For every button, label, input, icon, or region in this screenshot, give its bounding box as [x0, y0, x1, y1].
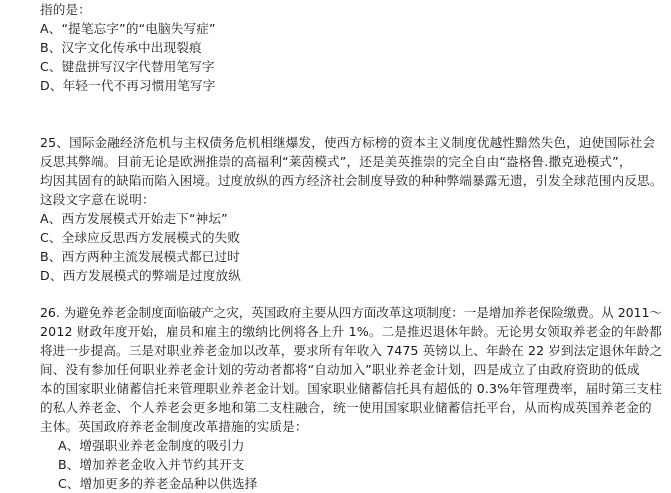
question-25-option-a: A、西方发展模式开始走下“神坛” [40, 211, 228, 226]
question-26-text-line: 间、没有参加任何职业养老金计划的劳动者都将“自动加入”职业养老金计划，四是成立了由政府资助的低成 [40, 362, 640, 377]
question-26-text-line: 的私人养老金、个人养老会更多地和第二支柱融合，统一使用国家职业储蓄信托平台，从而构成英国养老金的 [40, 400, 652, 415]
question-24-option-d: D、年轻一代不再习惯用笔写字 [40, 78, 216, 93]
question-26-prompt: 主体。英国政府养老金制度改革措施的实质是： [40, 419, 308, 434]
question-26-text-line: 2012 财政年度开始，雇员和雇主的缴纳比例将各上升 1%。二是推迟退休年龄。无论男女领取养老金的年龄都 [40, 324, 662, 339]
question-25-prompt: 这段文字意在说明： [40, 192, 155, 207]
question-26-option-b: B、增加养老金收入并节约其开支 [58, 457, 245, 472]
question-26-text-line: 本的国家职业储蓄信托来管理职业养老金计划。国家职业储蓄信托具有超低的 0.3%年管理费率，届时第三支柱 [40, 381, 662, 396]
question-26-option-c: C、增加更多的养老金品种以供选择 [58, 476, 258, 491]
question-26-option-a: A、增强职业养老金制度的吸引力 [58, 438, 245, 453]
question-25-text-line: 25、国际金融经济危机与主权债务危机相继爆发，使西方标榜的资本主义制度优越性黯然失色，迫使国际社会 [40, 135, 656, 150]
question-25-option-b: B、西方两种主流发展模式都已过时 [40, 249, 240, 264]
question-26-text-line: 26. 为避免养老金制度面临破产之灾，英国政府主要从四方面改革这项制度：一是增加养老保险缴费。从 2011～ [40, 305, 662, 320]
question-24-option-c: C、键盘拼写汉字代替用笔写字 [40, 59, 215, 74]
question-24-option-a: A、“提笔忘字”的“电脑失写症” [40, 21, 216, 36]
question-24-intro: 指的是： [40, 2, 91, 17]
question-26-text-line: 将进一步提高。三是对职业养老金加以改革，要求所有年收入 7475 英镑以上、年龄在 22 岁到法定退休年龄之 [40, 343, 663, 358]
question-25-option-d: D、西方发展模式的弊端是过度放纵 [40, 268, 242, 283]
question-25-text-line: 均因其固有的缺陷而陷入困境。过度放纵的西方经济社会制度导致的种种弊端暴露无遗，引发全球范围内反思。 [40, 173, 663, 188]
question-25-option-c: C、全球应反思西方发展模式的失败 [40, 230, 241, 245]
question-25-text-line: 反思其弊端。目前无论是欧洲推崇的高福利“莱茵模式”，还是美英推崇的完全自由“盎格鲁.撒克逊模式”， [40, 154, 632, 169]
question-24-option-b: B、汉字文化传承中出现裂痕 [40, 40, 202, 55]
